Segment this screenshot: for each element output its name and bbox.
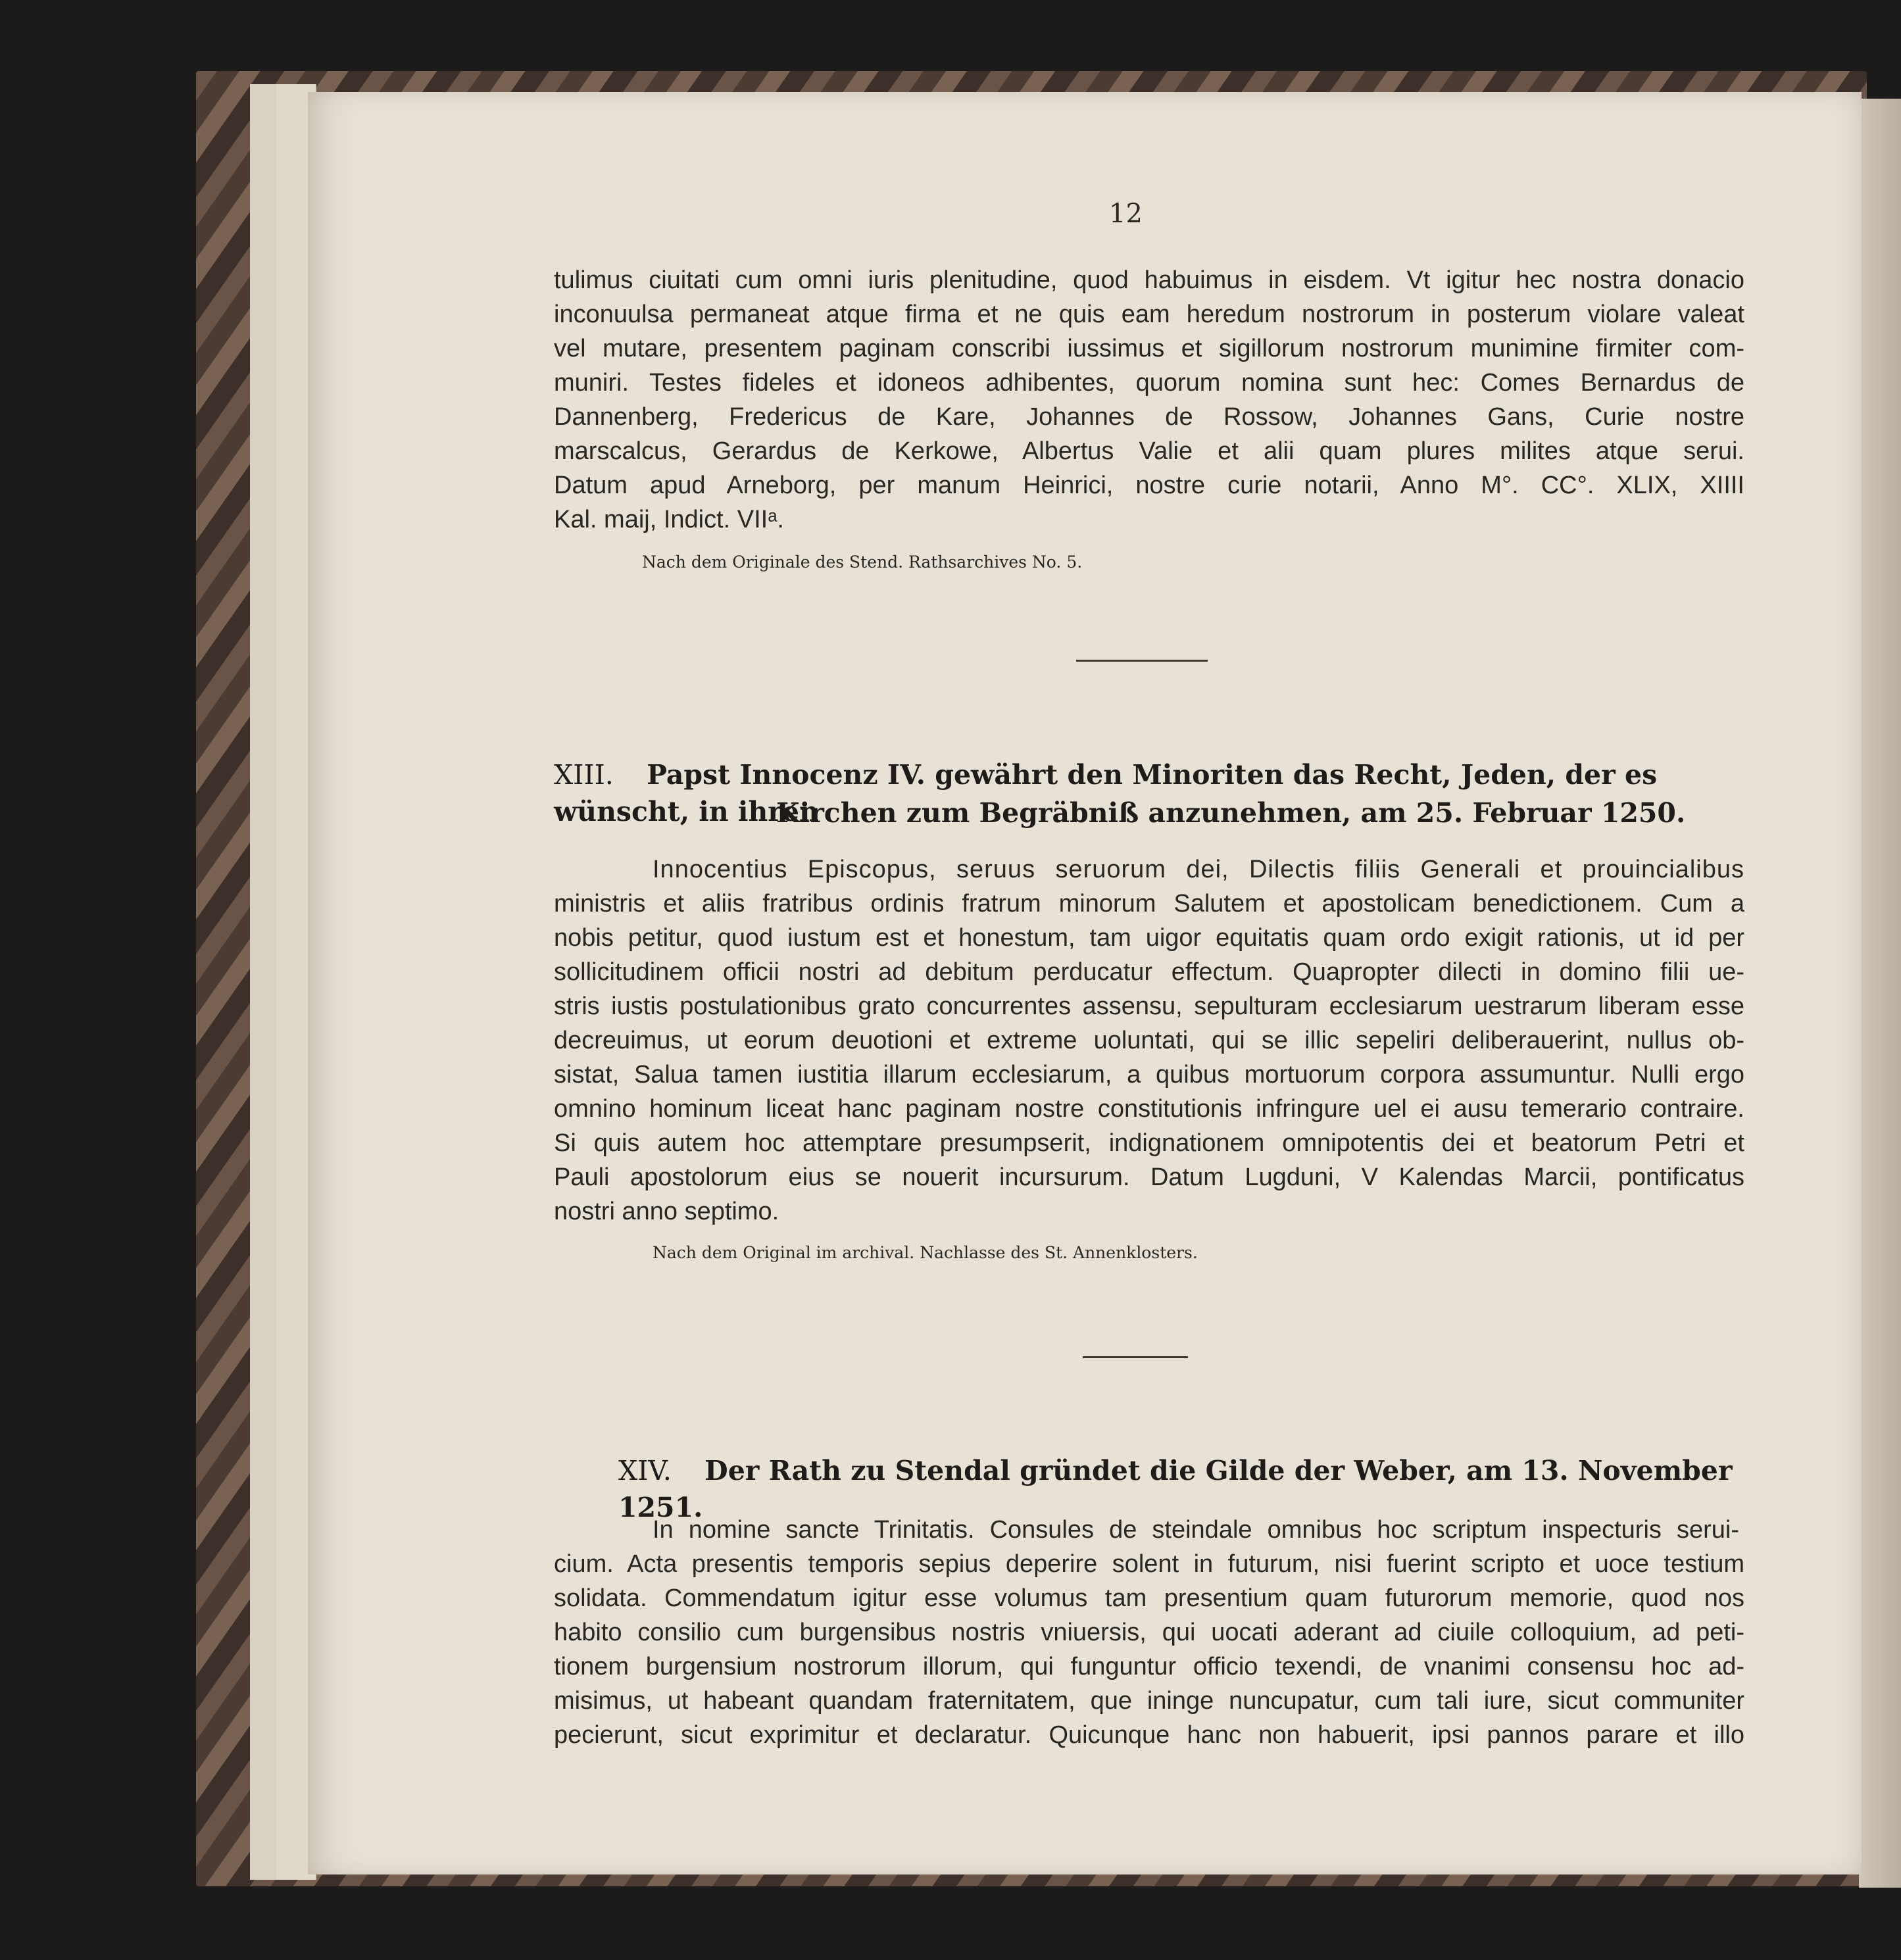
section-numeral: XIV. [618,1455,672,1486]
section-numeral: XIII. [554,759,614,791]
text-line: Pauli apostolorum eius se nouerit incursurum. Datum Lugduni, V Kalendas Marcii, pontificatus [554,1164,1744,1191]
text-line: Si quis autem hoc attemptare presumpserit, indignationem omnipotentis dei et beatorum Petri et [554,1129,1744,1157]
text-line: decreuimus, ut eorum deuotioni et extreme uoluntati, qui se illic sepeliri deliberauerint, nullus ob- [554,1027,1744,1054]
text-line: tionem burgensium nostrorum illorum, qui funguntur officio texendi, de vnanimi consensu hoc ad- [554,1653,1744,1680]
text-line: Innocentius Episcopus, seruus seruorum dei, Dilectis filiis Generali et prouincialibus [653,856,1744,883]
text-line: nostri anno septimo. [554,1198,779,1225]
source-note: Nach dem Original im archival. Nachlasse des St. Annenklosters. [653,1243,1198,1262]
text-line: tulimus ciuitati cum omni iuris plenitudine, quod habuimus in eisdem. Vt igitur hec nostra donacio [554,266,1744,294]
text-line: stris iustis postulationibus grato concurrentes assensu, sepulturam ecclesiarum uestrarum liberam esse [554,992,1744,1020]
text-line: marscalcus, Gerardus de Kerkowe, Albertus Valie et alii quam plures milites atque serui. [554,437,1744,465]
text-line: sollicitudinem officii nostri ad debitum perducatur effectum. Quapropter dilecti in domino filii ue- [554,958,1744,986]
text-line: muniri. Testes fideles et idoneos adhibentes, quorum nomina sunt hec: Comes Bernardus de [554,369,1744,397]
section-title: Papst Innocenz IV. gewährt den Minoriten das Recht, Jeden, der es wünscht, in ihren [554,759,1658,827]
page-number: 12 [1109,199,1143,229]
text-line: Kal. maij, Indict. VIIᵃ. [554,506,784,533]
text-line: inconuulsa permaneat atque firma et ne quis eam heredum nostrorum in posterum violare valeat [554,301,1744,328]
section-heading-continued: Kirchen zum Begräbniß anzunehmen, am 25. Februar 1250. [776,797,1686,829]
text-line: vel mutare, presentem paginam conscribi iussimus et sigillorum nostrorum munimine firmiter com- [554,335,1744,362]
text-line: pecierunt, sicut exprimitur et declaratur. Quicunque hanc non habuerit, ipsi pannos parare et illo [554,1721,1744,1749]
section-divider [1083,1356,1188,1358]
text-line: sistat, Salua tamen iustitia illarum ecclesiarum, a quibus mortuorum corpora assumuntur. Nulli ergo [554,1061,1744,1089]
section-title: Der Rath zu Stendal gründet die Gilde der Weber, am 13. November 1251. [618,1455,1733,1523]
facing-page-edge [1859,99,1901,1888]
text-line: solidata. Commendatum igitur esse volumus tam presentium quam futurorum memorie, quod nos [554,1584,1744,1612]
text-line: Dannenberg, Fredericus de Kare, Johannes de Rossow, Johannes Gans, Curie nostre [554,403,1744,431]
text-line: ministris et aliis fratribus ordinis fratrum minorum Salutem et apostolicam benedictionem. Cum a [554,890,1744,918]
section-divider [1076,660,1208,662]
text-line: habito consilio cum burgensibus nostris vniuersis, qui uocati aderant ad ciuile colloquium, ad peti- [554,1619,1744,1646]
text-line: nobis petitur, quod iustum est et honestum, tam uigor equitatis quam ordo exigit rationis, ut id per [554,924,1744,952]
source-note: Nach dem Originale des Stend. Rathsarchives No. 5. [642,552,1083,572]
text-line: cium. Acta presentis temporis sepius deperire solent in futurum, nisi fuerint scripto et uoce testium [554,1550,1744,1578]
text-line: In nomine sancte Trinitatis. Consules de steindale omnibus hoc scriptum inspecturis serui- [653,1516,1739,1544]
text-line: misimus, ut habeant quandam fraternitatem, que ininge nuncupatur, cum tali iure, sicut communiter [554,1687,1744,1715]
text-line: omnino hominum liceat hanc paginam nostre constitutionis infringure uel ei ausu temerario contraire. [554,1095,1744,1123]
text-line: Datum apud Arneborg, per manum Heinrici, nostre curie notarii, Anno M°. CC°. XLIX, XIIII [554,472,1744,499]
